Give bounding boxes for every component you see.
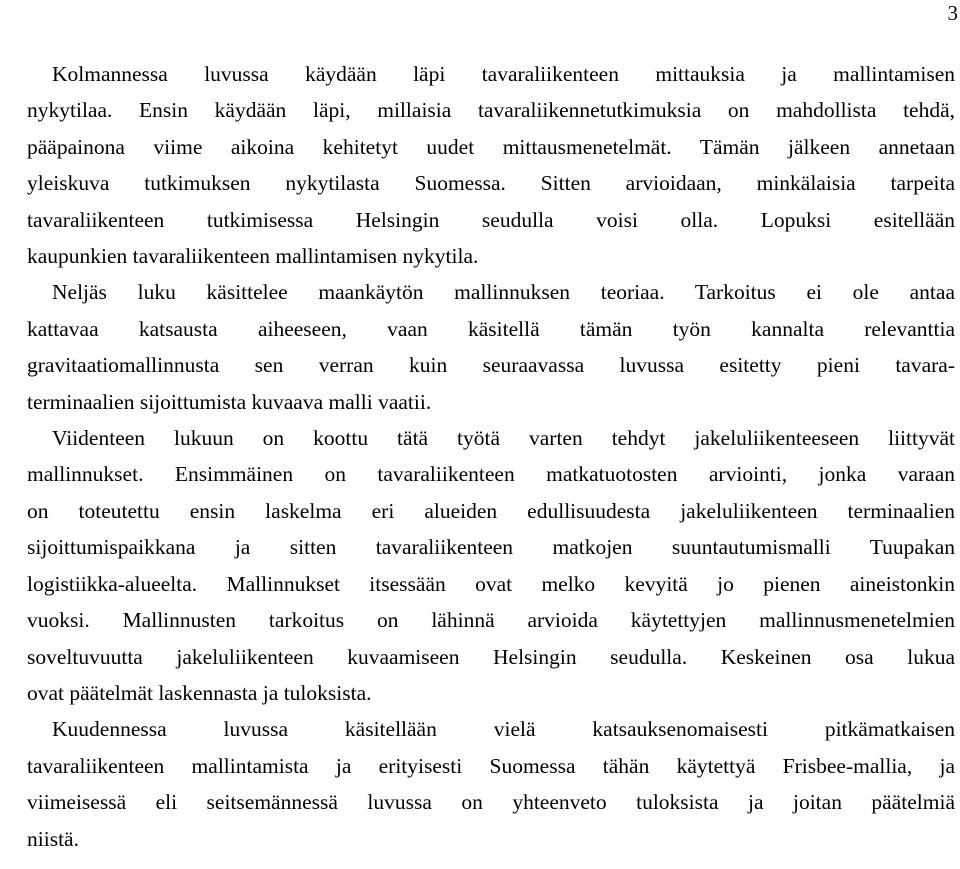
text-line: soveltuvuutta jakeluliikenteen kuvaamiseen Helsingin seudulla. Keskeinen osa lukua	[27, 644, 955, 669]
text-line: Viidenteen lukuun on koottu tätä työtä varten tehdyt jakeluliikenteeseen liittyvät	[52, 426, 955, 451]
text-line: tavaraliikenteen mallintamista ja erityisesti Suomessa tähän käytettyä Frisbee-mallia, ja	[27, 753, 955, 778]
text-line: on toteutettu ensin laskelma eri alueiden edullisuudesta jakeluliikenteen terminaalien	[27, 498, 955, 523]
text-line: Kuudennessa luvussa käsitellään vielä katsauksenomaisesti pitkämatkaisen	[52, 717, 955, 742]
text-line: niistä.	[27, 826, 79, 851]
text-line: sijoittumispaikkana ja sitten tavaraliikenteen matkojen suuntautumismalli Tuupakan	[27, 535, 955, 560]
text-line: kaupunkien tavaraliikenteen mallintamisen nykytila.	[27, 244, 479, 269]
paragraph-chapter-3	[2, 56, 955, 274]
text-line: Kolmannessa luvussa käydään läpi tavaraliikenteen mittauksia ja mallintamisen	[52, 62, 955, 86]
text-line: gravitaatiomallinnusta sen verran kuin seuraavassa luvussa esitetty pieni tavara-	[27, 353, 955, 378]
text-line: terminaalien sijoittumista kuvaava malli vaatii.	[27, 389, 432, 414]
paragraph-chapter-6	[2, 711, 955, 857]
text-line: yleiskuva tutkimuksen nykytilasta Suomessa. Sitten arvioidaan, minkälaisia tarpeita	[27, 171, 955, 196]
document-body	[2, 56, 955, 857]
text-line: tavaraliikenteen tutkimisessa Helsingin seudulla voisi olla. Lopuksi esitellään	[27, 207, 955, 232]
text-line: pääpainona viime aikoina kehitetyt uudet mittausmenetelmät. Tämän jälkeen annetaan	[27, 134, 955, 159]
text-line: ovat päätelmät laskennasta ja tuloksista.	[27, 680, 372, 705]
text-line: viimeisessä eli seitsemännessä luvussa on yhteenveto tuloksista ja joitan päätelmiä	[27, 790, 955, 815]
text-line: kattavaa katsausta aiheeseen, vaan käsitellä tämän työn kannalta relevanttia	[27, 316, 955, 341]
text-line: nykytilaa. Ensin käydään läpi, millaisia tavaraliikennetutkimuksia on mahdollista tehdä,	[27, 98, 955, 123]
page-number: 3	[947, 1, 958, 25]
paragraph-chapter-4	[2, 274, 955, 420]
text-line: Neljäs luku käsittelee maankäytön mallinnuksen teoriaa. Tarkoitus ei ole antaa	[52, 280, 955, 305]
text-line: mallinnukset. Ensimmäinen on tavaraliikenteen matkatuotosten arviointi, jonka varaan	[27, 462, 955, 487]
text-line: vuoksi. Mallinnusten tarkoitus on lähinnä arvioida käytettyjen mallinnusmenetelmien	[27, 608, 955, 633]
text-line: logistiikka-alueelta. Mallinnukset itsessään ovat melko kevyitä jo pienen aineistonkin	[27, 571, 955, 596]
paragraph-chapter-5	[2, 420, 955, 711]
